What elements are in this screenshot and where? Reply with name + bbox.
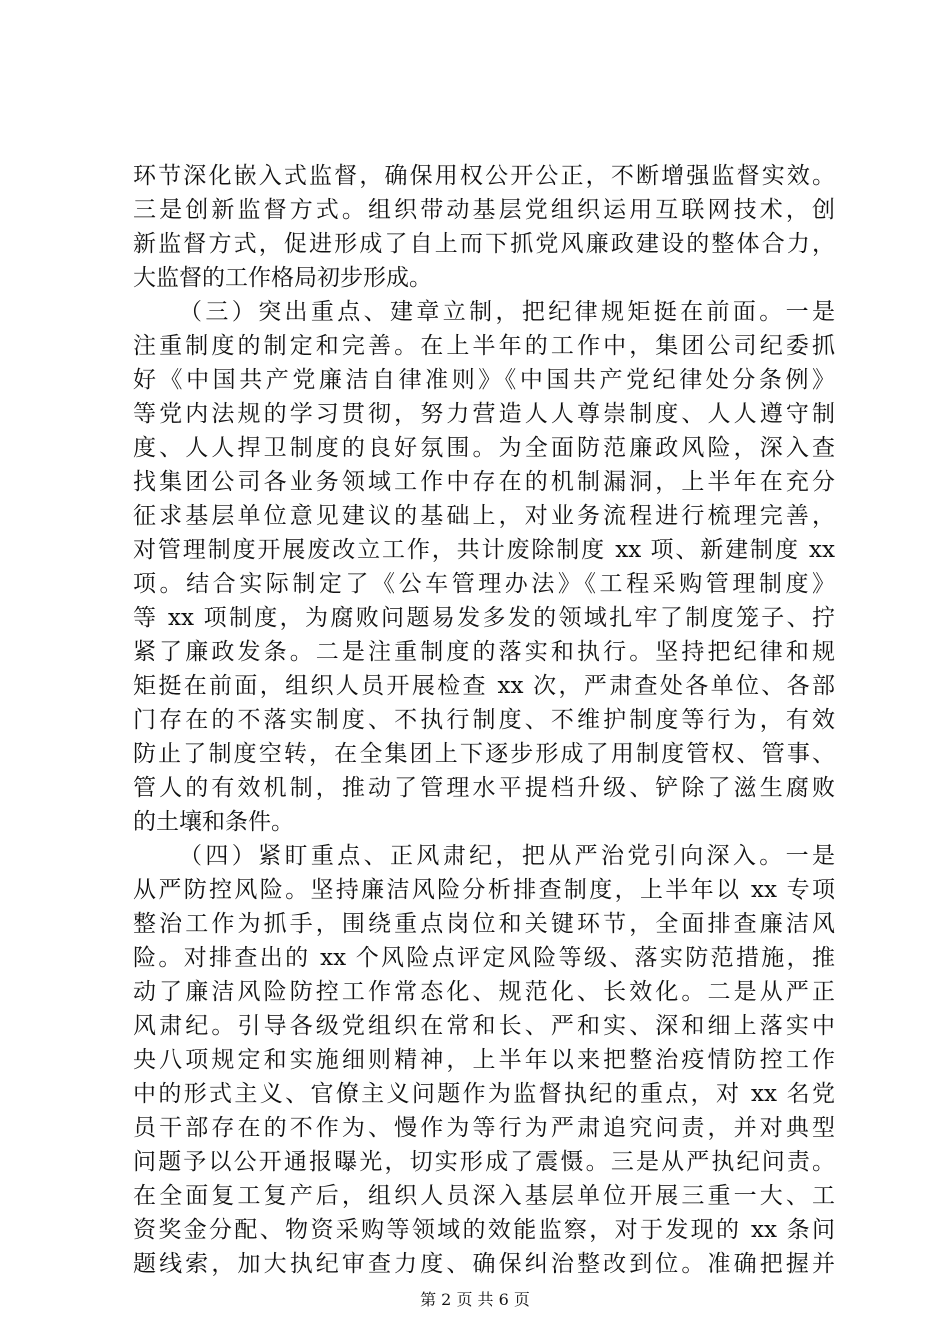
text-line: （四）紧盯重点、正风肃纪，把从严治党引向深入。一是: [179, 843, 835, 869]
text-line: 整治工作为抓手，围绕重点岗位和关键环节，全面排查廉洁风: [133, 911, 835, 937]
text-line: 三是创新监督方式。组织带动基层党组织运用互联网技术，创: [133, 197, 835, 223]
text-line: 动了廉洁风险防控工作常态化、规范化、长效化。二是从严正: [133, 979, 835, 1005]
text-line: 门存在的不落实制度、不执行制度、不维护制度等行为，有效: [133, 707, 835, 733]
text-line: 新监督方式，促进形成了自上而下抓党风廉政建设的整体合力，: [133, 231, 835, 257]
body-text: [133, 159, 835, 1281]
text-line: 中的形式主义、官僚主义问题作为监督执纪的重点，对 xx 名党: [133, 1081, 835, 1107]
text-line: 央八项规定和实施细则精神，上半年以来把整治疫情防控工作: [133, 1047, 835, 1073]
text-line: 员干部存在的不作为、慢作为等行为严肃追究问责，并对典型: [133, 1115, 835, 1141]
text-line: 题线索，加大执纪审查力度、确保纠治整改到位。准确把握并: [133, 1251, 835, 1277]
text-line: 紧了廉政发条。二是注重制度的落实和执行。坚持把纪律和规: [133, 639, 835, 665]
text-line: （三）突出重点、建章立制，把纪律规矩挺在前面。一是: [179, 299, 835, 325]
text-line: 注重制度的制定和完善。在上半年的工作中，集团公司纪委抓: [133, 333, 835, 359]
page-footer: 第 2 页 共 6 页: [420, 1290, 530, 1309]
text-line: 防止了制度空转，在全集团上下逐步形成了用制度管权、管事、: [133, 741, 835, 767]
text-line: 找集团公司各业务领域工作中存在的机制漏洞，上半年在充分: [133, 469, 835, 495]
text-line: 风肃纪。引导各级党组织在常和长、严和实、深和细上落实中: [133, 1013, 835, 1039]
text-line: 大监督的工作格局初步形成。: [133, 265, 432, 291]
text-line: 问题予以公开通报曝光，切实形成了震慑。三是从严执纪问责。: [133, 1149, 835, 1175]
text-line: 对管理制度开展废改立工作，共计废除制度 xx 项、新建制度 xx: [133, 537, 835, 563]
text-line: 度、人人捍卫制度的良好氛围。为全面防范廉政风险，深入查: [133, 435, 835, 461]
text-line: 的土壤和条件。: [133, 809, 294, 835]
text-line: 险。对排查出的 xx 个风险点评定风险等级、落实防范措施，推: [133, 945, 835, 971]
text-line: 矩挺在前面，组织人员开展检查 xx 次，严肃查处各单位、各部: [133, 673, 835, 699]
text-line: 项。结合实际制定了《公车管理办法》《工程采购管理制度》: [133, 571, 835, 597]
text-line: 等党内法规的学习贯彻，努力营造人人尊崇制度、人人遵守制: [133, 401, 835, 427]
text-line: 征求基层单位意见建议的基础上，对业务流程进行梳理完善，: [133, 503, 835, 529]
text-line: 环节深化嵌入式监督，确保用权公开公正，不断增强监督实效。: [133, 163, 835, 189]
text-line: 在全面复工复产后，组织人员深入基层单位开展三重一大、工: [133, 1183, 835, 1209]
text-line: 管人的有效机制，推动了管理水平提档升级、铲除了滋生腐败: [133, 775, 835, 801]
text-line: 等 xx 项制度，为腐败问题易发多发的领域扎牢了制度笼子、拧: [133, 605, 835, 631]
text-line: 好《中国共产党廉洁自律准则》《中国共产党纪律处分条例》: [133, 367, 835, 393]
text-line: 从严防控风险。坚持廉洁风险分析排查制度，上半年以 xx 专项: [133, 877, 835, 903]
text-line: 资奖金分配、物资采购等领域的效能监察，对于发现的 xx 条问: [133, 1217, 835, 1243]
